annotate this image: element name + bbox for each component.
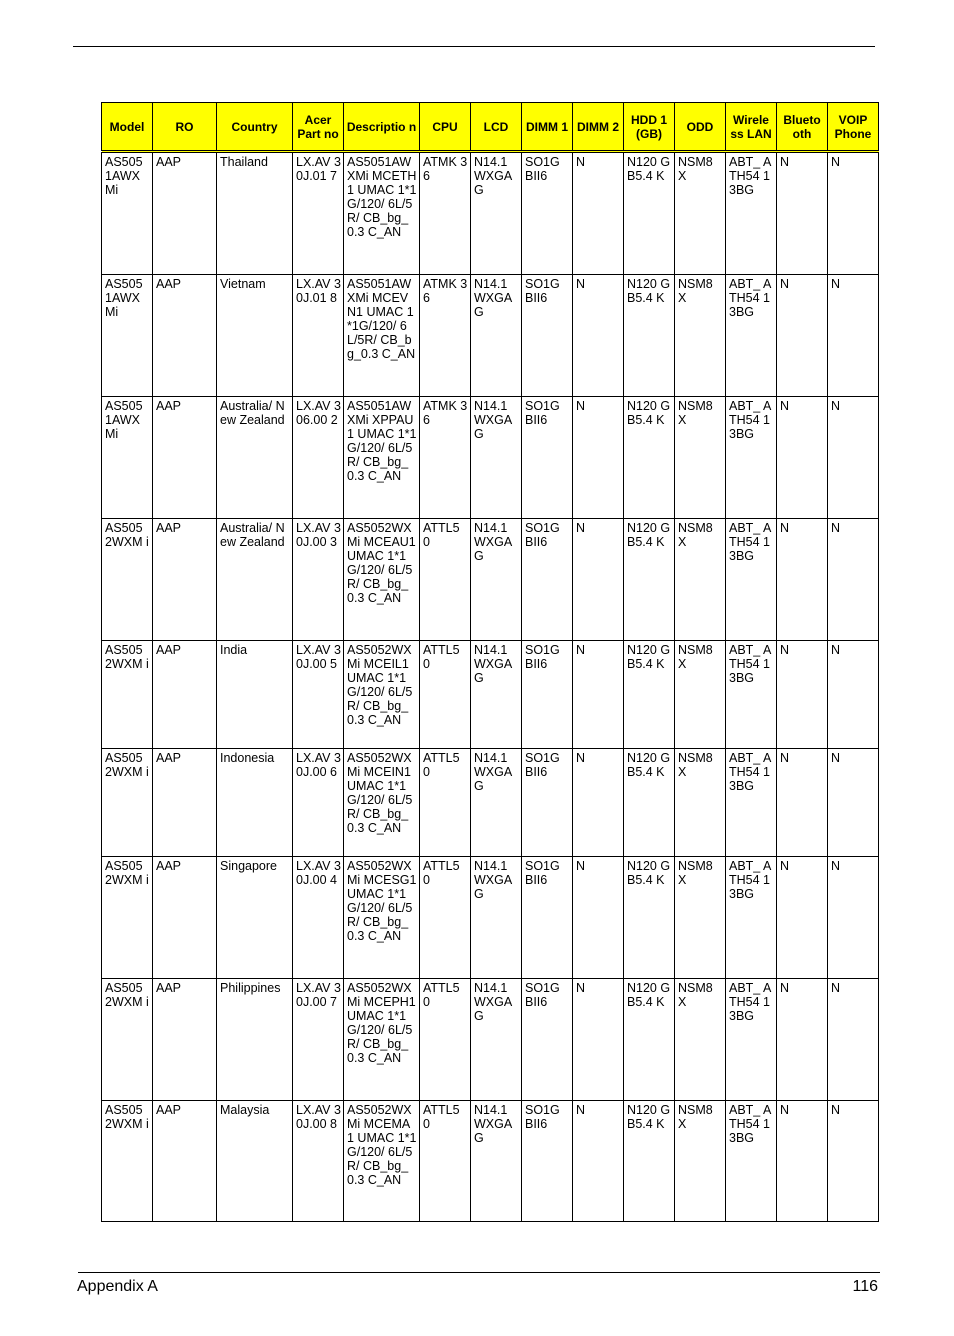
table-row <box>102 749 879 857</box>
cell-wireless-lan: ABT_ ATH54 13BG <box>726 152 777 275</box>
cell-country: Vietnam <box>217 275 293 397</box>
cell-ro: AAP <box>153 1101 217 1222</box>
cell-model: AS505 1AWX Mi <box>102 397 153 519</box>
header-acer-part-no: Acer Part no <box>293 103 344 152</box>
header-cpu: CPU <box>420 103 471 152</box>
header-dimm2: DIMM 2 <box>573 103 624 152</box>
cell-bluetooth: N <box>777 275 828 397</box>
cell-ro: AAP <box>153 397 217 519</box>
header-model: Model <box>102 103 153 152</box>
cell-odd: NSM8 X <box>675 519 726 641</box>
cell-dimm1: SO1G BII6 <box>522 1101 573 1222</box>
cell-dimm2: N <box>573 275 624 397</box>
cell-ro: AAP <box>153 275 217 397</box>
cell-lcd: N14.1 WXGA G <box>471 397 522 519</box>
cell-country: Thailand <box>217 152 293 275</box>
cell-hdd1: N120 GB5.4 K <box>624 152 675 275</box>
cell-wireless-lan: ABT_ ATH54 13BG <box>726 397 777 519</box>
cell-lcd: N14.1 WXGA G <box>471 979 522 1101</box>
cell-model: AS505 2WXM i <box>102 749 153 857</box>
cell-ro: AAP <box>153 979 217 1101</box>
table-row <box>102 857 879 979</box>
table-row <box>102 152 879 275</box>
table-header-row <box>102 103 879 152</box>
cell-cpu: ATMK 36 <box>420 397 471 519</box>
cell-dimm2: N <box>573 857 624 979</box>
cell-odd: NSM8 X <box>675 641 726 749</box>
cell-ro: AAP <box>153 519 217 641</box>
cell-dimm2: N <box>573 641 624 749</box>
cell-dimm1: SO1G BII6 <box>522 397 573 519</box>
cell-hdd1: N120 GB5.4 K <box>624 749 675 857</box>
cell-description: AS5052WX Mi MCEMA1 UMAC 1*1G/120/ 6L/5R/ CB_bg_0.3 C_AN <box>344 1101 420 1222</box>
header-ro: RO <box>153 103 217 152</box>
cell-wireless-lan: ABT_ ATH54 13BG <box>726 641 777 749</box>
table-body <box>102 152 879 1222</box>
cell-model: AS505 2WXM i <box>102 519 153 641</box>
cell-dimm2: N <box>573 519 624 641</box>
cell-model: AS505 2WXM i <box>102 1101 153 1222</box>
cell-dimm2: N <box>573 749 624 857</box>
cell-voip-phone: N <box>828 979 879 1101</box>
cell-hdd1: N120 GB5.4 K <box>624 979 675 1101</box>
cell-cpu: ATTL5 0 <box>420 641 471 749</box>
cell-dimm2: N <box>573 152 624 275</box>
cell-bluetooth: N <box>777 641 828 749</box>
table-row <box>102 1101 879 1222</box>
cell-country: Philippines <box>217 979 293 1101</box>
cell-description: AS5051AW XMi MCETH1 UMAC 1*1G/120/ 6L/5R/ CB_bg_0.3 C_AN <box>344 152 420 275</box>
cell-country: Australia/ New Zealand <box>217 397 293 519</box>
cell-acer-part-no: LX.AV 30J.00 7 <box>293 979 344 1101</box>
cell-dimm1: SO1G BII6 <box>522 275 573 397</box>
cell-dimm2: N <box>573 1101 624 1222</box>
cell-voip-phone: N <box>828 857 879 979</box>
header-description: Descriptio n <box>344 103 420 152</box>
footer-page-number: 116 <box>852 1278 878 1295</box>
cell-cpu: ATTL5 0 <box>420 749 471 857</box>
cell-odd: NSM8 X <box>675 749 726 857</box>
cell-lcd: N14.1 WXGA G <box>471 519 522 641</box>
cell-bluetooth: N <box>777 1101 828 1222</box>
cell-voip-phone: N <box>828 641 879 749</box>
cell-bluetooth: N <box>777 979 828 1101</box>
cell-lcd: N14.1 WXGA G <box>471 749 522 857</box>
header-lcd: LCD <box>471 103 522 152</box>
cell-wireless-lan: ABT_ ATH54 13BG <box>726 519 777 641</box>
top-rule <box>73 46 875 47</box>
cell-description: AS5052WX Mi MCEAU1 UMAC 1*1G/120/ 6L/5R/ CB_bg_0.3 C_AN <box>344 519 420 641</box>
header-wireless-lan: Wirele ss LAN <box>726 103 777 152</box>
cell-description: AS5051AW XMi MCEVN1 UMAC 1*1G/120/ 6L/5R/ CB_bg_0.3 C_AN <box>344 275 420 397</box>
cell-acer-part-no: LX.AV 30J.00 8 <box>293 1101 344 1222</box>
cell-voip-phone: N <box>828 519 879 641</box>
cell-wireless-lan: ABT_ ATH54 13BG <box>726 275 777 397</box>
cell-ro: AAP <box>153 152 217 275</box>
header-odd: ODD <box>675 103 726 152</box>
cell-voip-phone: N <box>828 152 879 275</box>
cell-cpu: ATTL5 0 <box>420 1101 471 1222</box>
cell-voip-phone: N <box>828 1101 879 1222</box>
cell-acer-part-no: LX.AV 30J.00 3 <box>293 519 344 641</box>
cell-hdd1: N120 GB5.4 K <box>624 1101 675 1222</box>
cell-dimm1: SO1G BII6 <box>522 152 573 275</box>
cell-odd: NSM8 X <box>675 979 726 1101</box>
cell-model: AS505 1AWX Mi <box>102 275 153 397</box>
cell-bluetooth: N <box>777 519 828 641</box>
cell-model: AS505 2WXM i <box>102 857 153 979</box>
cell-hdd1: N120 GB5.4 K <box>624 397 675 519</box>
cell-description: AS5052WX Mi MCEIN1 UMAC 1*1G/120/ 6L/5R/ CB_bg_0.3 C_AN <box>344 749 420 857</box>
cell-wireless-lan: ABT_ ATH54 13BG <box>726 857 777 979</box>
cell-lcd: N14.1 WXGA G <box>471 641 522 749</box>
cell-odd: NSM8 X <box>675 857 726 979</box>
cell-country: Indonesia <box>217 749 293 857</box>
cell-country: Australia/ New Zealand <box>217 519 293 641</box>
cell-cpu: ATMK 36 <box>420 275 471 397</box>
table-row <box>102 275 879 397</box>
cell-lcd: N14.1 WXGA G <box>471 857 522 979</box>
cell-dimm1: SO1G BII6 <box>522 749 573 857</box>
cell-cpu: ATTL5 0 <box>420 979 471 1101</box>
cell-odd: NSM8 X <box>675 1101 726 1222</box>
cell-bluetooth: N <box>777 397 828 519</box>
cell-voip-phone: N <box>828 397 879 519</box>
bottom-rule <box>78 1272 880 1273</box>
footer-section-label: Appendix A <box>77 1278 158 1295</box>
cell-acer-part-no: LX.AV 30J.01 7 <box>293 152 344 275</box>
cell-bluetooth: N <box>777 152 828 275</box>
cell-ro: AAP <box>153 641 217 749</box>
cell-hdd1: N120 GB5.4 K <box>624 641 675 749</box>
cell-dimm1: SO1G BII6 <box>522 979 573 1101</box>
header-country: Country <box>217 103 293 152</box>
cell-country: Singapore <box>217 857 293 979</box>
cell-voip-phone: N <box>828 275 879 397</box>
cell-hdd1: N120 GB5.4 K <box>624 275 675 397</box>
table-row <box>102 519 879 641</box>
cell-lcd: N14.1 WXGA G <box>471 1101 522 1222</box>
cell-dimm1: SO1G BII6 <box>522 519 573 641</box>
cell-description: AS5052WX Mi MCESG1 UMAC 1*1G/120/ 6L/5R/ CB_bg_0.3 C_AN <box>344 857 420 979</box>
table-row <box>102 979 879 1101</box>
table-row <box>102 641 879 749</box>
cell-description: AS5052WX Mi MCEIL1 UMAC 1*1G/120/ 6L/5R/ CB_bg_0.3 C_AN <box>344 641 420 749</box>
cell-wireless-lan: ABT_ ATH54 13BG <box>726 1101 777 1222</box>
cell-cpu: ATTL5 0 <box>420 519 471 641</box>
cell-hdd1: N120 GB5.4 K <box>624 519 675 641</box>
header-bluetooth: Blueto oth <box>777 103 828 152</box>
cell-cpu: ATMK 36 <box>420 152 471 275</box>
cell-acer-part-no: LX.AV 306.00 2 <box>293 397 344 519</box>
cell-wireless-lan: ABT_ ATH54 13BG <box>726 979 777 1101</box>
cell-country: Malaysia <box>217 1101 293 1222</box>
model-spec-table <box>101 102 879 1222</box>
cell-dimm2: N <box>573 979 624 1101</box>
cell-voip-phone: N <box>828 749 879 857</box>
cell-lcd: N14.1 WXGA G <box>471 275 522 397</box>
cell-odd: NSM8 X <box>675 152 726 275</box>
cell-acer-part-no: LX.AV 30J.01 8 <box>293 275 344 397</box>
cell-cpu: ATTL5 0 <box>420 857 471 979</box>
cell-model: AS505 1AWX Mi <box>102 152 153 275</box>
cell-ro: AAP <box>153 749 217 857</box>
cell-odd: NSM8 X <box>675 275 726 397</box>
cell-model: AS505 2WXM i <box>102 979 153 1101</box>
cell-country: India <box>217 641 293 749</box>
cell-acer-part-no: LX.AV 30J.00 6 <box>293 749 344 857</box>
cell-odd: NSM8 X <box>675 397 726 519</box>
cell-dimm2: N <box>573 397 624 519</box>
cell-model: AS505 2WXM i <box>102 641 153 749</box>
cell-hdd1: N120 GB5.4 K <box>624 857 675 979</box>
cell-dimm1: SO1G BII6 <box>522 641 573 749</box>
cell-bluetooth: N <box>777 749 828 857</box>
header-hdd1: HDD 1 (GB) <box>624 103 675 152</box>
table-row <box>102 397 879 519</box>
cell-dimm1: SO1G BII6 <box>522 857 573 979</box>
header-dimm1: DIMM 1 <box>522 103 573 152</box>
cell-description: AS5052WX Mi MCEPH1 UMAC 1*1G/120/ 6L/5R/ CB_bg_0.3 C_AN <box>344 979 420 1101</box>
cell-description: AS5051AW XMi XPPAU1 UMAC 1*1G/120/ 6L/5R/ CB_bg_0.3 C_AN <box>344 397 420 519</box>
cell-ro: AAP <box>153 857 217 979</box>
header-voip-phone: VOIP Phone <box>828 103 879 152</box>
cell-acer-part-no: LX.AV 30J.00 5 <box>293 641 344 749</box>
cell-bluetooth: N <box>777 857 828 979</box>
cell-lcd: N14.1 WXGA G <box>471 152 522 275</box>
cell-acer-part-no: LX.AV 30J.00 4 <box>293 857 344 979</box>
cell-wireless-lan: ABT_ ATH54 13BG <box>726 749 777 857</box>
